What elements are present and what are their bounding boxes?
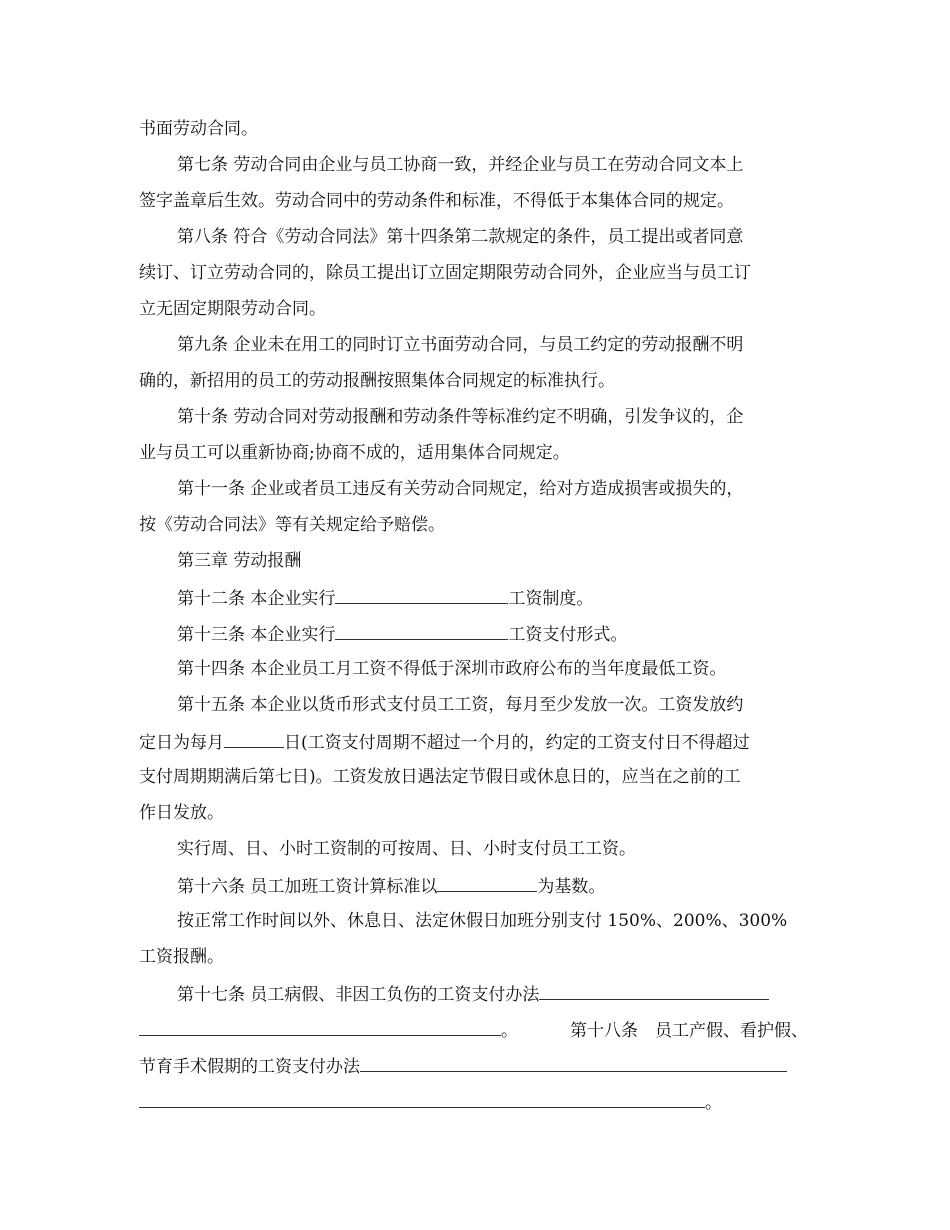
text-segment: 第十七条 员工病假、非因工负伤的工资支付办法 — [177, 985, 540, 1005]
text-line: 工资报酬。 — [139, 947, 224, 967]
text-line — [139, 1017, 808, 1041]
text-line: 书面劳动合同。 — [139, 119, 258, 139]
fill-in-blank[interactable] — [335, 621, 508, 640]
article-14: 第十四条 本企业员工月工资不得低于深圳市政府公布的当年度最低工资。 — [177, 659, 727, 679]
text-line: 实行周、日、小时工资制的可按周、日、小时支付员工工资。 — [177, 839, 636, 859]
text-line — [139, 1053, 787, 1077]
text-line — [139, 729, 750, 753]
fill-in-blank[interactable] — [335, 585, 508, 604]
text-segment: 第十三条 本企业实行 — [177, 625, 336, 645]
text-line: 确的，新招用的员工的劳动报酬按照集体合同规定的标准执行。 — [139, 371, 615, 391]
fill-in-blank[interactable] — [139, 1089, 705, 1108]
fill-in-blank[interactable] — [437, 873, 537, 892]
fill-in-blank[interactable] — [224, 729, 284, 748]
fill-in-blank[interactable] — [139, 1017, 501, 1036]
article-15: 第十五条 本企业以货币形式支付员工工资，每月至少发放一次。工资发放约 — [177, 695, 744, 715]
text-line: 续订、订立劳动合同的，除员工提出订立固定期限劳动合同外，企业应当与员工订 — [139, 263, 751, 283]
chapter-heading: 第三章 劳动报酬 — [177, 551, 302, 571]
text-line — [139, 1089, 722, 1113]
text-line: 作日发放。 — [139, 803, 224, 823]
article-18: 第十八条 员工产假、看护假、 — [570, 1021, 808, 1041]
article-9: 第九条 企业未在用工的同时订立书面劳动合同，与员工约定的劳动报酬不明 — [177, 335, 744, 355]
fill-in-blank[interactable] — [539, 981, 769, 1000]
text-segment: 。 — [501, 1021, 518, 1041]
text-segment: 日(工资支付周期不超过一个月的，约定的工资支付日不得超过 — [284, 733, 750, 753]
article-13 — [177, 621, 627, 645]
article-11: 第十一条 企业或者员工违反有关劳动合同规定，给对方造成损害或损失的， — [177, 479, 744, 499]
text-line: 签字盖章后生效。劳动合同中的劳动条件和标准，不得低于本集体合同的规定。 — [139, 191, 734, 211]
text-segment: 定日为每月 — [139, 733, 224, 753]
article-10: 第十条 劳动合同对劳动报酬和劳动条件等标准约定不明确，引发争议的，企 — [177, 407, 744, 427]
text-segment: 工资支付形式。 — [508, 625, 628, 645]
text-line: 按《劳动合同法》等有关规定给予赔偿。 — [139, 515, 445, 535]
text-segment: 。 — [705, 1093, 722, 1113]
text-segment: 工资制度。 — [508, 589, 594, 609]
article-12 — [177, 585, 593, 609]
text-segment: 为基数。 — [537, 877, 606, 897]
article-8: 第八条 符合《劳动合同法》第十四条第二款规定的条件，员工提出或者同意 — [177, 227, 744, 247]
text-line: 立无固定期限劳动合同。 — [139, 299, 326, 319]
article-17 — [177, 981, 769, 1005]
text-segment: 第十二条 本企业实行 — [177, 589, 336, 609]
fill-in-blank[interactable] — [360, 1053, 787, 1072]
article-7: 第七条 劳动合同由企业与员工协商一致，并经企业与员工在劳动合同文本上 — [177, 155, 744, 175]
text-segment: 第十六条 员工加班工资计算标准以 — [177, 877, 438, 897]
text-segment: 节育手术假期的工资支付办法 — [139, 1057, 360, 1077]
text-line: 业与员工可以重新协商;协商不成的，适用集体合同规定。 — [139, 443, 570, 463]
text-line: 支付周期期满后第七日)。工资发放日遇法定节假日或休息日的，应当在之前的工 — [139, 767, 741, 787]
article-16 — [177, 873, 605, 897]
text-line: 按正常工作时间以外、休息日、法定休假日加班分别支付 150%、200%、300% — [177, 911, 788, 931]
